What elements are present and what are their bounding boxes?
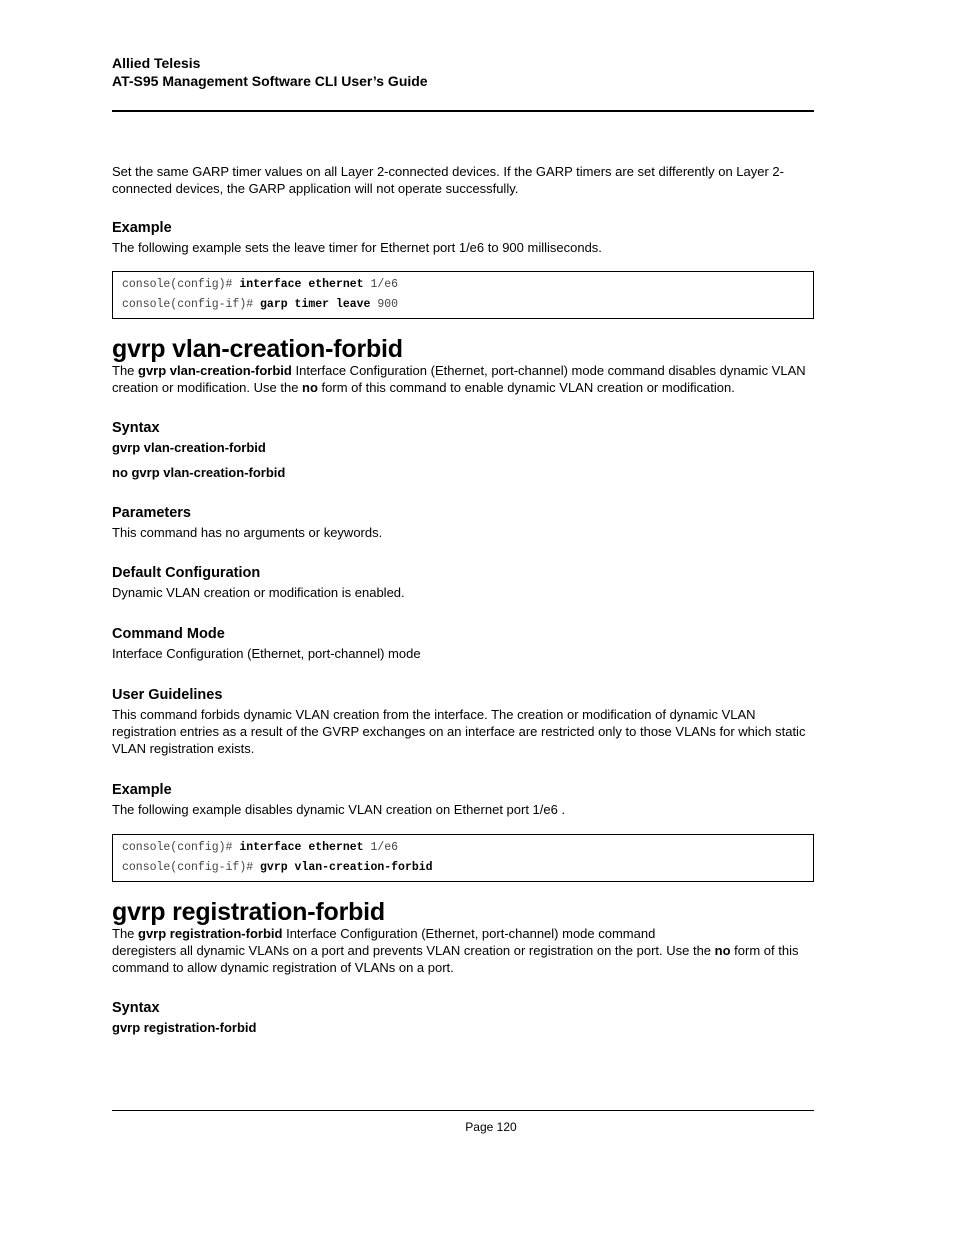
code-line	[122, 275, 804, 295]
header-divider	[112, 110, 814, 112]
section1-syntax-line: gvrp vlan-creation-forbid	[112, 440, 266, 455]
section1-mode-text: Interface Configuration (Ethernet, port-channel) mode	[112, 646, 421, 661]
code-arg: 1/e6	[363, 278, 399, 291]
desc-command-bold: gvrp registration-forbid	[138, 926, 283, 941]
desc-no-bold: no	[302, 380, 318, 395]
section2-title: gvrp registration-forbid	[112, 898, 385, 926]
code-line	[122, 295, 804, 315]
section2-syntax-line: gvrp registration-forbid	[112, 1020, 257, 1035]
footer-divider	[112, 1110, 814, 1111]
desc-text: Interface Configuration (Ethernet, port-channel) mode command disables dynamic VLAN creation or modification. Use the	[112, 363, 806, 395]
desc-no-bold: no	[714, 943, 731, 958]
section1-mode-heading: Command Mode	[112, 626, 225, 642]
code-prompt: console(config-if)#	[122, 298, 261, 311]
page-number: Page 120	[465, 1120, 517, 1134]
section1-description	[112, 362, 814, 396]
code-prompt: console(config)#	[122, 278, 240, 291]
code-line	[122, 838, 804, 858]
section1-default-text: Dynamic VLAN creation or modification is enabled.	[112, 585, 405, 600]
code-command: interface ethernet	[239, 278, 364, 291]
code-prompt: console(config)#	[122, 841, 240, 854]
section1-syntax-no-line: no gvrp vlan-creation-forbid	[112, 465, 286, 480]
section2-description	[112, 925, 814, 976]
intro-paragraph: Set the same GARP timer values on all Layer 2-connected devices. If the GARP timers are set differently on Layer 2-connected devices, the GARP application will not operate successfully.	[112, 164, 784, 196]
desc-command-bold: gvrp vlan-creation-forbid	[138, 363, 292, 378]
section1-default-heading: Default Configuration	[112, 565, 261, 581]
section1-example-heading: Example	[112, 782, 172, 798]
header-title: AT-S95 Management Software CLI User’s Guide	[112, 73, 428, 89]
desc-text: The	[112, 363, 139, 378]
desc-text: form of this command to enable dynamic VLAN creation or modification.	[317, 380, 735, 395]
example1-code-block	[112, 271, 814, 319]
code-arg: 1/e6	[363, 841, 399, 854]
code-line	[122, 858, 804, 878]
code-command: garp timer leave	[260, 298, 371, 311]
desc-text: The	[112, 926, 139, 941]
section1-params-text: This command has no arguments or keywords.	[112, 525, 383, 540]
section1-title: gvrp vlan-creation-forbid	[112, 335, 403, 363]
section1-example-text: The following example disables dynamic VLAN creation on Ethernet port 1/e6 .	[112, 802, 566, 817]
example1-heading: Example	[112, 220, 172, 236]
code-command: gvrp vlan-creation-forbid	[260, 861, 433, 874]
section1-syntax-heading: Syntax	[112, 420, 160, 436]
section1-guidelines-heading: User Guidelines	[112, 687, 223, 703]
desc-text: form of this command to allow dynamic registration of VLANs on a port.	[112, 943, 799, 975]
desc-text: Interface Configuration (Ethernet, port-channel) mode command	[282, 926, 656, 941]
example2-code-block	[112, 834, 814, 882]
desc-text: deregisters all dynamic VLANs on a port and prevents VLAN creation or registration on the port. Use the	[112, 943, 715, 958]
example1-text: The following example sets the leave timer for Ethernet port 1/e6 to 900 milliseconds.	[112, 240, 602, 255]
code-arg: 900	[370, 298, 399, 311]
section1-params-heading: Parameters	[112, 505, 191, 521]
main-content	[112, 162, 814, 1036]
section1-guidelines-text: This command forbids dynamic VLAN creation from the interface. The creation or modification of dynamic VLAN registration entries as a result of the GVRP exchanges on an interface are restricted only to those VLANs for which static VLAN registration exists.	[112, 707, 806, 756]
code-command: interface ethernet	[239, 841, 364, 854]
code-prompt: console(config-if)#	[122, 861, 261, 874]
section2-syntax-heading: Syntax	[112, 1000, 160, 1016]
header-company: Allied Telesis	[112, 55, 201, 71]
